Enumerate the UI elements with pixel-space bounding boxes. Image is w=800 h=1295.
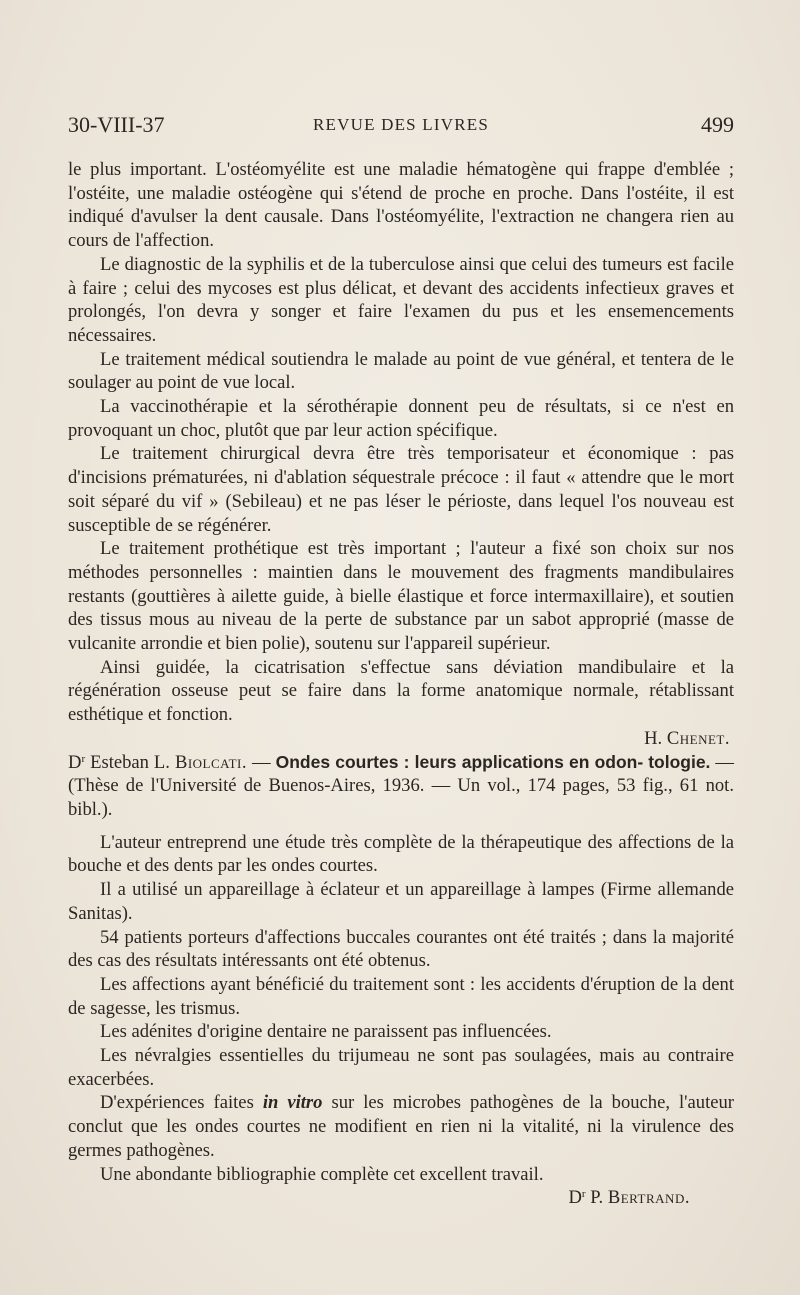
book-details: — (Thèse de l'Université de Buenos-Aires, 1936. — Un vol., 174 pages, 53 fig., 61 not. bibl.). [68, 751, 734, 820]
page-body [68, 158, 734, 1210]
in-vitro-italic: in vitro [262, 1092, 323, 1114]
author-title: D [68, 751, 82, 773]
signature-title: D [568, 1187, 582, 1209]
paragraph: Le diagnostic de la syphilis et de la tuberculose ainsi que celui des tumeurs est facile à faire ; celui des mycoses est plus délicat, et devant des accidents infectieux graves et prolongés, l'on devra y songer et faire l'examen du pus et les ensemencements nécessaires. [68, 253, 734, 346]
page-number: 499 [701, 112, 734, 137]
signature-chenet [68, 727, 734, 751]
signature-name: Chenet. [666, 727, 730, 749]
review-chenet [68, 158, 734, 751]
paragraph: Le traitement chirurgical devra être très temporisateur et économique : pas d'incisions prématurées, ni d'ablation séquestrale précoce : il faut « attendre que le mort soit séparé du vif » (Sebileau) et ne pas léser le périoste, dans lequel l'os nouveau est susceptible de se régénérer. [68, 443, 734, 536]
header-date: 30-VIII-37 [68, 112, 165, 137]
text-segment: sur les microbes pathogènes de la bouche, l'auteur conclut que les ondes courtes ne modifient en rien ni la vitalité, ni la virulence des germes pathogènes. [68, 1092, 734, 1161]
paragraph: Ainsi guidée, la cicatrisation s'effectue sans déviation mandibulaire et la régénération osseuse peut se faire dans la forme anatomique normale, rétablissant esthétique et fonction. [68, 656, 734, 726]
paragraph: Les affections ayant bénéficié du traitement sont : les accidents d'éruption de la dent de sagesse, les trismus. [68, 973, 734, 1019]
signature-title-sup: r [581, 1188, 586, 1201]
author-first-name: Esteban L. [90, 751, 170, 773]
author-title-sup: r [81, 752, 86, 765]
signature-bertrand [68, 1186, 734, 1210]
paragraph: le plus important. L'ostéomyélite est une maladie hématogène qui frappe d'emblée ; l'ostéite, une maladie ostéogène qui s'étend de proche en proche. Dans l'ostéite, il est indiqué d'avulser la dent causale. Dans l'ostéomyélite, l'extraction ne changera rien au cours de l'affection. [68, 159, 734, 252]
paragraph: L'auteur entreprend une étude très complète de la thérapeutique des affections de la bouche et des dents par les ondes courtes. [68, 831, 734, 877]
paragraph: Une abondante bibliographie complète cet excellent travail. [100, 1163, 544, 1185]
heading-dash: — [252, 751, 271, 773]
paragraph: Le traitement médical soutiendra le malade au point de vue général, et tentera de le soulager au point de vue local. [68, 348, 734, 394]
paragraph: Les névralgies essentielles du trijumeau ne sont pas soulagées, mais au contraire exacerbées. [68, 1045, 734, 1090]
signature-name: Bertrand. [607, 1187, 690, 1209]
review-biolcati [68, 751, 734, 1210]
text-segment: D'expériences faites [100, 1092, 263, 1114]
book-title-part1: Ondes courtes : leurs applications en odon- [275, 751, 644, 772]
running-header [68, 112, 734, 142]
book-title-part2: tologie. [648, 751, 711, 772]
signature-initial: P. [590, 1187, 604, 1209]
author-last-name: Biolcati. [174, 751, 248, 773]
paragraph: Il a utilisé un appareillage à éclateur et un appareillage à lampes (Firme allemande Sanitas). [68, 879, 734, 924]
header-title: REVUE DES LIVRES [313, 115, 489, 134]
paragraph: Les adénites d'origine dentaire ne paraissent pas influencées. [100, 1021, 552, 1043]
signature-initial: H. [644, 727, 663, 749]
paragraph: La vaccinothérapie et la sérothérapie donnent peu de résultats, si ce n'est en provoquant un choc, plutôt que par leur action spécifique. [68, 396, 734, 441]
review-heading [68, 751, 734, 822]
paragraph: Le traitement prothétique est très important ; l'auteur a fixé son choix sur nos méthodes personnelles : maintien dans le mouvement des fragments mandibulaires restants (gouttières à ailette guide, à bielle élastique et force intermaxillaire), et soutien des tissus mous au niveau de la perte de substance par un sabot approprié (masse de vulcanite arrondie et bien polie), soutenu sur l'appareil supérieur. [68, 538, 734, 655]
paragraph: 54 patients porteurs d'affections buccales courantes ont été traités ; dans la majorité des cas des résultats intéressants ont été obtenus. [68, 926, 734, 972]
paragraph-in-vitro [68, 1091, 734, 1162]
